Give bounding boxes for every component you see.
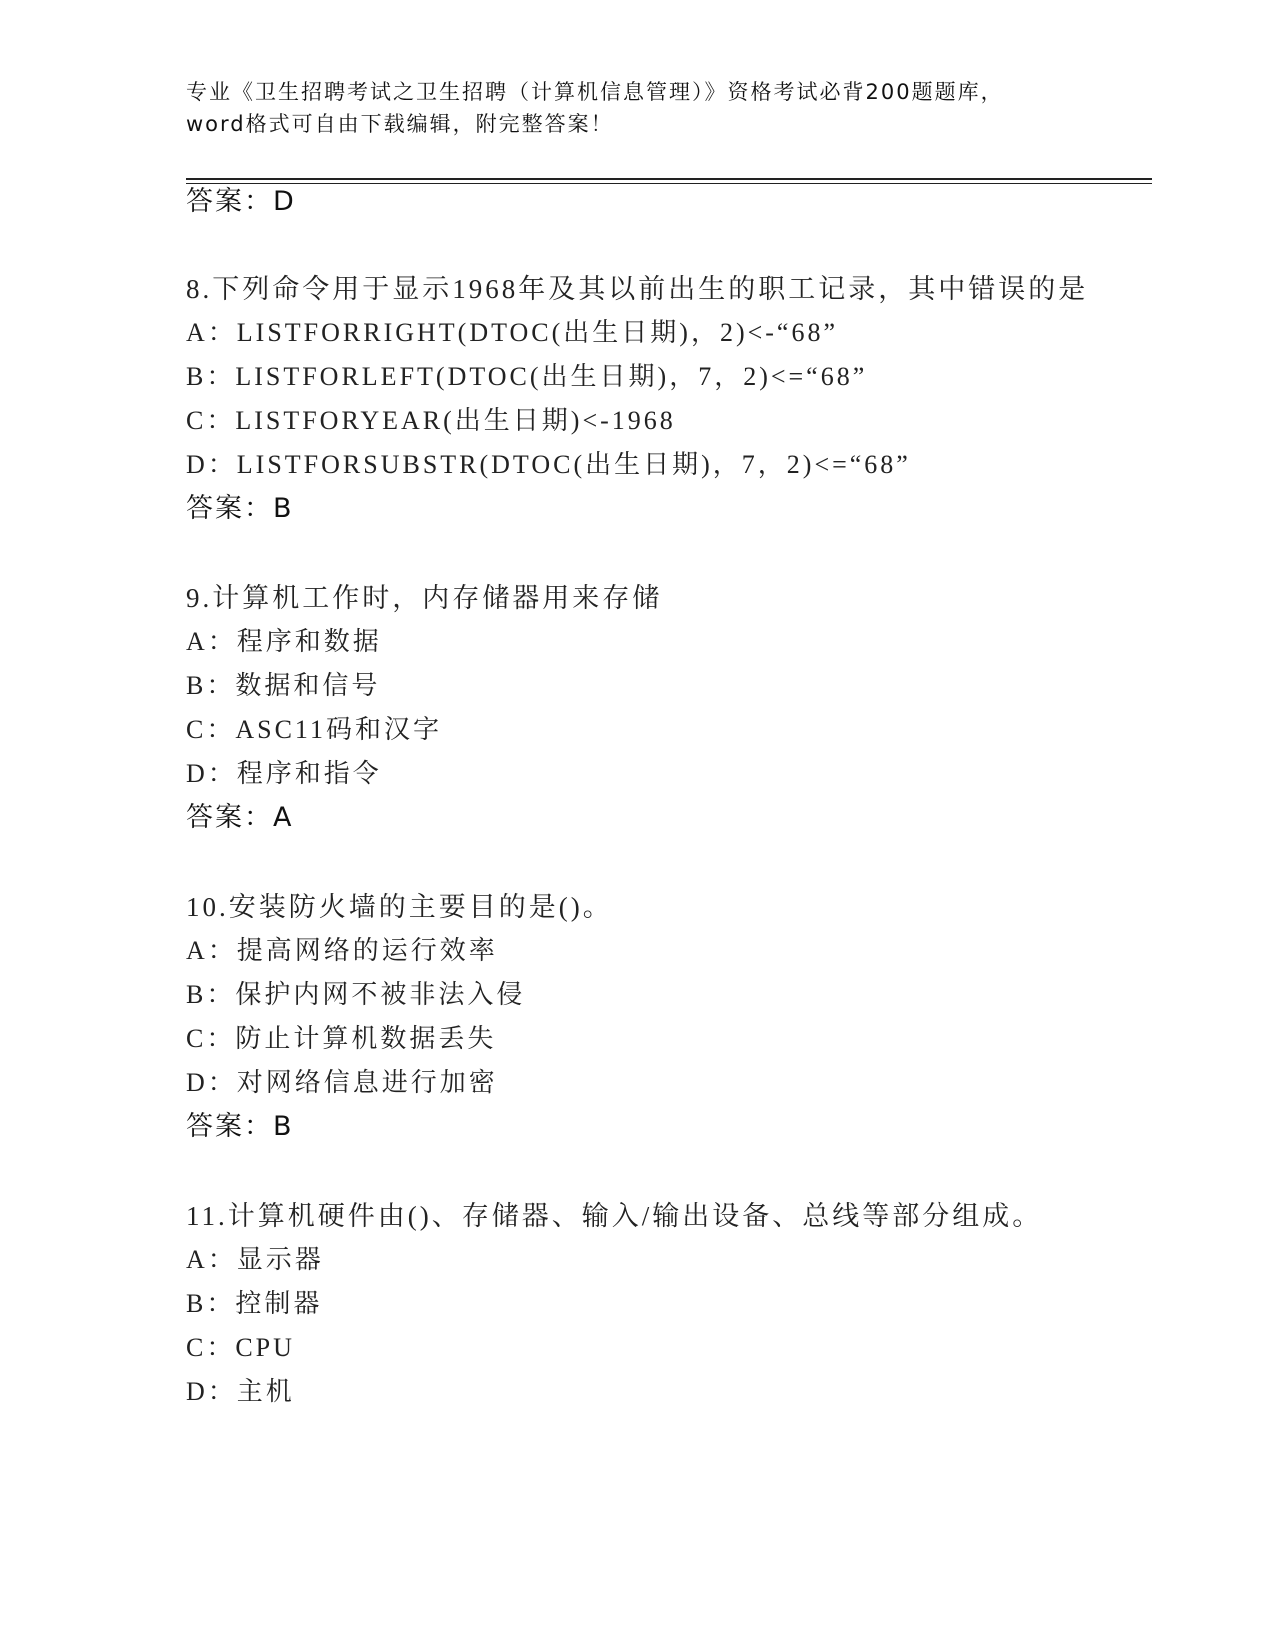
- question-11-option-c: C：CPU: [186, 1333, 295, 1362]
- question-11-option-b: B：控制器: [186, 1289, 323, 1318]
- question-9-text: 9.计算机工作时，内存储器用来存储: [186, 583, 663, 613]
- question-9-option-d: D：程序和指令: [186, 759, 382, 788]
- question-10-text: 10.安装防火墙的主要目的是()。: [186, 892, 613, 922]
- question-10-option-a: A：提高网络的运行效率: [186, 936, 498, 965]
- question-8-option-c: C：LISTFORYEAR(出生日期)<-1968: [186, 406, 676, 435]
- question-9-option-b: B：数据和信号: [186, 671, 381, 700]
- question-9-option-c: C：ASC11码和汉字: [186, 715, 442, 744]
- answer-label-7: 答案：D: [186, 186, 296, 217]
- question-10-option-b: B：保护内网不被非法入侵: [186, 980, 526, 1009]
- answer-label-8: 答案：B: [186, 493, 294, 524]
- question-8-option-a: A：LISTFORRIGHT(DTOC(出生日期)，2)<-“68”: [186, 318, 839, 347]
- question-8-option-d: D：LISTFORSUBSTR(DTOC(出生日期)，7，2)<=“68”: [186, 450, 911, 479]
- question-11-option-d: D：主机: [186, 1377, 295, 1406]
- document-header: [186, 76, 1086, 140]
- question-10-option-d: D：对网络信息进行加密: [186, 1068, 498, 1097]
- question-8-text: 8.下列命令用于显示1968年及其以前出生的职工记录，其中错误的是: [186, 274, 1089, 304]
- question-10-option-c: C：防止计算机数据丢失: [186, 1024, 497, 1053]
- question-8-option-b: B：LISTFORLEFT(DTOC(出生日期)，7，2)<=“68”: [186, 362, 868, 391]
- header-divider-thick: [186, 178, 1152, 180]
- header-title-line-1: 专业《卫生招聘考试之卫生招聘（计算机信息管理）》资格考试必背200题题库，: [186, 80, 1004, 104]
- question-11-text: 11.计算机硬件由()、存储器、输入/输出设备、总线等部分组成。: [186, 1201, 1043, 1231]
- answer-label-9: 答案：A: [186, 802, 294, 833]
- header-divider-thin: [186, 183, 1152, 184]
- answer-label-10: 答案：B: [186, 1111, 294, 1142]
- question-11-option-a: A：显示器: [186, 1245, 324, 1274]
- header-title-line-2: word格式可自由下载编辑，附完整答案！: [186, 112, 614, 136]
- question-9-option-a: A：程序和数据: [186, 627, 382, 656]
